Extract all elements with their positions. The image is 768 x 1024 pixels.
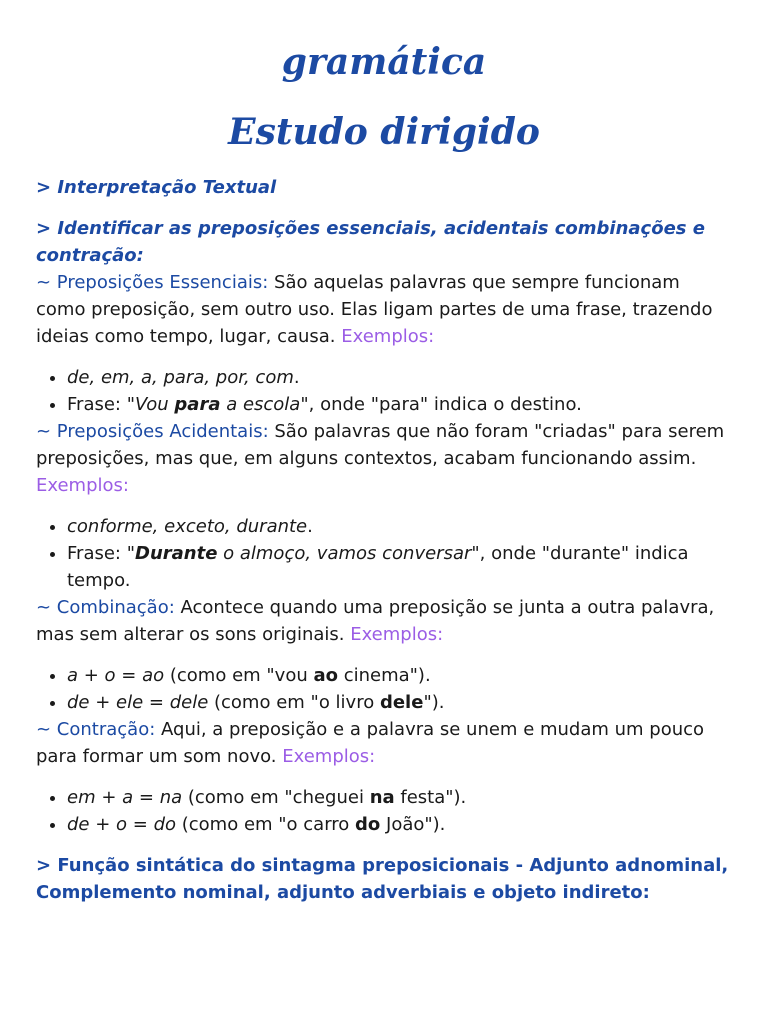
list-item: • a + o = ao (como em "vou ao cinema").	[67, 662, 732, 689]
label-essenciais: ~ Preposições Essenciais:	[36, 272, 269, 293]
list-contracao	[36, 784, 732, 838]
list-item: • em + a = na (como em "cheguei na festa").	[67, 784, 732, 811]
text-acidentais: São palavras que não foram "criadas" para serem preposições, mas que, em alguns contextos, acabam funcionando assim.	[36, 421, 725, 469]
examples-label-essenciais: Exemplos:	[341, 326, 435, 347]
paragraph-combinacao	[36, 594, 732, 648]
label-combinacao: ~ Combinação:	[36, 597, 175, 618]
heading-identificar-preposicoes: > Identificar as preposições essenciais, acidentais combinações e contração:	[36, 218, 705, 266]
list-item: • de + o = do (como em "o carro do João").	[67, 811, 732, 838]
list-acidentais	[36, 513, 732, 594]
list-item: • Frase: "Durante o almoço, vamos conversar", onde "durante" indica tempo.	[67, 540, 732, 594]
text-combinacao: Acontece quando uma preposição se junta a outra palavra, mas sem alterar os sons originais.	[36, 597, 715, 645]
examples-label-acidentais: Exemplos:	[36, 475, 129, 496]
list-essenciais	[36, 364, 732, 418]
text-essenciais: São aquelas palavras que sempre funcionam como preposição, sem outro uso. Elas ligam partes de uma frase, trazendo ideias como tempo, lugar, causa.	[36, 272, 713, 347]
heading-funcao-sintatica: > Função sintática do sintagma preposicionais - Adjunto adnominal, Complemento nominal, adjunto adverbiais e objeto indireto:	[36, 855, 729, 903]
list-item: • conforme, exceto, durante.	[67, 513, 732, 540]
list-item: • de + ele = dele (como em "o livro dele").	[67, 689, 732, 716]
paragraph-acidentais	[36, 418, 732, 499]
label-acidentais: ~ Preposições Acidentais:	[36, 421, 269, 442]
list-item: • Frase: "Vou para a escola", onde "para" indica o destino.	[67, 391, 732, 418]
text-contracao: Aqui, a preposição e a palavra se unem e mudam um pouco para formar um som novo.	[36, 719, 705, 767]
list-combinacao	[36, 662, 732, 716]
title-estudo-dirigido: Estudo dirigido	[228, 111, 540, 153]
title-gramatica: gramática	[281, 41, 487, 83]
heading-interpretacao-textual: > Interpretação Textual	[36, 177, 277, 198]
examples-label-combinacao: Exemplos:	[350, 624, 444, 645]
examples-label-contracao: Exemplos:	[282, 746, 376, 767]
list-item: • de, em, a, para, por, com.	[67, 364, 732, 391]
paragraph-contracao	[36, 716, 732, 770]
label-contracao: ~ Contração:	[36, 719, 156, 740]
paragraph-essenciais	[36, 269, 732, 350]
